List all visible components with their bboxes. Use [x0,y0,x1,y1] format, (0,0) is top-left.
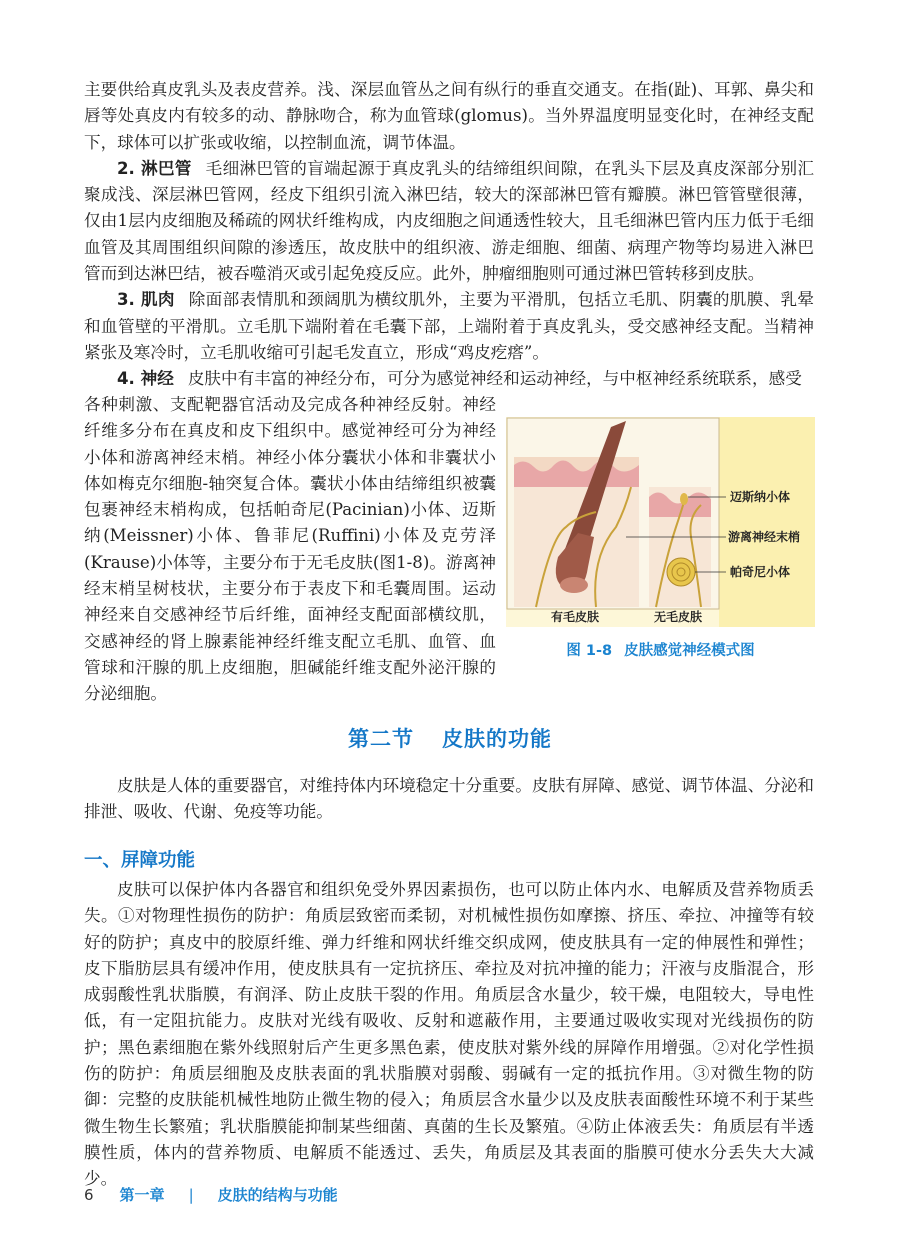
label-pacinian: 帕奇尼小体 [730,565,791,579]
paragraph-muscle: 3. 肌肉 除面部表情肌和颈阔肌为横纹肌外，主要为平滑肌，包括立毛肌、阴囊的肌膜、乳晕和血管壁的平滑肌。立毛肌下端附着在毛囊下部，上端附着于真皮乳头，受交感神经支配。当精神紧张及寒冷时，立毛肌收缩可引起毛发直立，形成“鸡皮疙瘩”。 [84,290,814,362]
chapter-title: 皮肤的结构与功能 [217,1186,338,1204]
section-title: 皮肤的功能 [442,727,552,751]
label-meissner: 迈斯纳小体 [730,490,791,504]
body-text-top [84,77,814,393]
figure-caption [506,639,815,660]
paragraph-lead: 3. 肌肉 [117,290,175,310]
section-intro: 皮肤是人体的重要器官，对维持体内环境稳定十分重要。皮肤有屏障、感觉、调节体温、分泌和排泄、吸收、代谢、免疫等功能。 [84,776,814,822]
paragraph-lead: 4. 神经 [117,369,174,389]
label-glabrous-skin: 无毛皮肤 [654,610,703,624]
section-heading [0,723,900,753]
page-number: 6 [84,1186,94,1204]
label-free-nerve: 游离神经末梢 [728,530,801,544]
skin-nerve-figure [506,417,815,627]
chapter-label: 第一章 [119,1186,165,1204]
caption-text: 皮肤感觉神经模式图 [624,643,755,659]
paragraph-lead: 2. 淋巴管 [117,158,192,178]
footer-separator: | [188,1186,194,1204]
paragraph-blood-vessel: 主要供给真皮乳头及表皮营养。浅、深层血管丛之间有纵行的垂直交通支。在指(趾)、耳郭、鼻尖和唇等处真皮内有较多的动、静脉吻合，称为血管球(glomus)。当外界温度明显变化时，在神经支配下，球体可以扩张或收缩，以控制血流，调节体温。 [84,80,814,152]
label-hairy-skin: 有毛皮肤 [551,610,600,624]
paragraph-lymph: 2. 淋巴管 毛细淋巴管的盲端起源于真皮乳头的结缔组织间隙，在乳头下层及真皮深部分别汇聚成浅、深层淋巴管网，经皮下组织引流入淋巴结，较大的深部淋巴管有瓣膜。淋巴管管壁很薄，仅由1层内皮细胞及稀疏的网状纤维构成，内皮细胞之间通透性较大，且毛细淋巴管内压力低于毛细血管及其周围组织间隙的渗透压，故皮肤中的组织液、游走细胞、细菌、病理产物等均易进入淋巴管而到达淋巴结，被吞噬消灭或引起免疫反应。此外，肿瘤细胞则可通过淋巴管转移到皮肤。 [84,158,814,284]
skin-nerve-illustration [506,417,815,627]
section-number: 第二节 [348,727,414,751]
paragraph-nerve-body: 各种刺激、支配靶器官活动及完成各种神经反射。神经纤维多分布在真皮和皮下组织中。感觉神经可分为神经小体和游离神经末梢。神经小体分囊状小体和非囊状小体如梅克尔细胞-轴突复合体。囊状小体由结缔组织被囊包裹神经末梢构成，包括帕奇尼(Pacinian)小体、迈斯纳(Meissner)小体、鲁菲尼(Ruffini)小体及克劳泽(Krause)小体等，主要分布于无毛皮肤(图1-8)。游离神经末梢呈树枝状，主要分布于表皮下和毛囊周围。运动神经来自交感神经节后纤维，面神经支配面部横纹肌，交感神经的肾上腺素能神经纤维支配立毛肌、血管、血管球和汗腺的肌上皮细胞，胆碱能纤维支配外泌汗腺的分泌细胞。 [84,395,496,704]
paragraph-nerve-first-line: 4. 神经 皮肤中有丰富的神经分布，可分为感觉神经和运动神经，与中枢神经系统联系，感受 [117,369,802,389]
subsection-heading: 一、屏障功能 [84,850,196,871]
caption-number: 图 1-8 [566,643,613,659]
page-footer [84,1184,338,1205]
barrier-paragraph: 皮肤可以保护体内各器官和组织免受外界因素损伤，也可以防止体内水、电解质及营养物质丢失。①对物理性损伤的防护：角质层致密而柔韧，对机械性损伤如摩擦、挤压、牵拉、冲撞等有较好的防护；真皮中的胶原纤维、弹力纤维和网状纤维交织成网，使皮肤具有一定的伸展性和弹性；皮下脂肪层具有缓冲作用，使皮肤具有一定抗挤压、牵拉及对抗冲撞的能力；汗液与皮脂混合，形成弱酸性乳状脂膜，有润泽、防止皮肤干裂的作用。角质层含水量少，较干燥，电阻较大，导电性低，有一定阻抗能力。皮肤对光线有吸收、反射和遮蔽作用，主要通过吸收实现对光线损伤的防护；黑色素细胞在紫外线照射后产生更多黑色素，使皮肤对紫外线的屏障作用增强。②对化学性损伤的防护：角质层细胞及皮肤表面的乳状脂膜对弱酸、弱碱有一定的抵抗作用。③对微生物的防御：完整的皮肤能机械性地防止微生物的侵入；角质层含水量少以及皮肤表面酸性环境不利于某些微生物生长繁殖；乳状脂膜能抑制某些细菌、真菌的生长及繁殖。④防止体液丢失：角质层有半透膜性质，体内的营养物质、电解质不能透过、丢失，角质层及其表面的脂膜可使水分丢失大大减少。 [84,880,814,1189]
